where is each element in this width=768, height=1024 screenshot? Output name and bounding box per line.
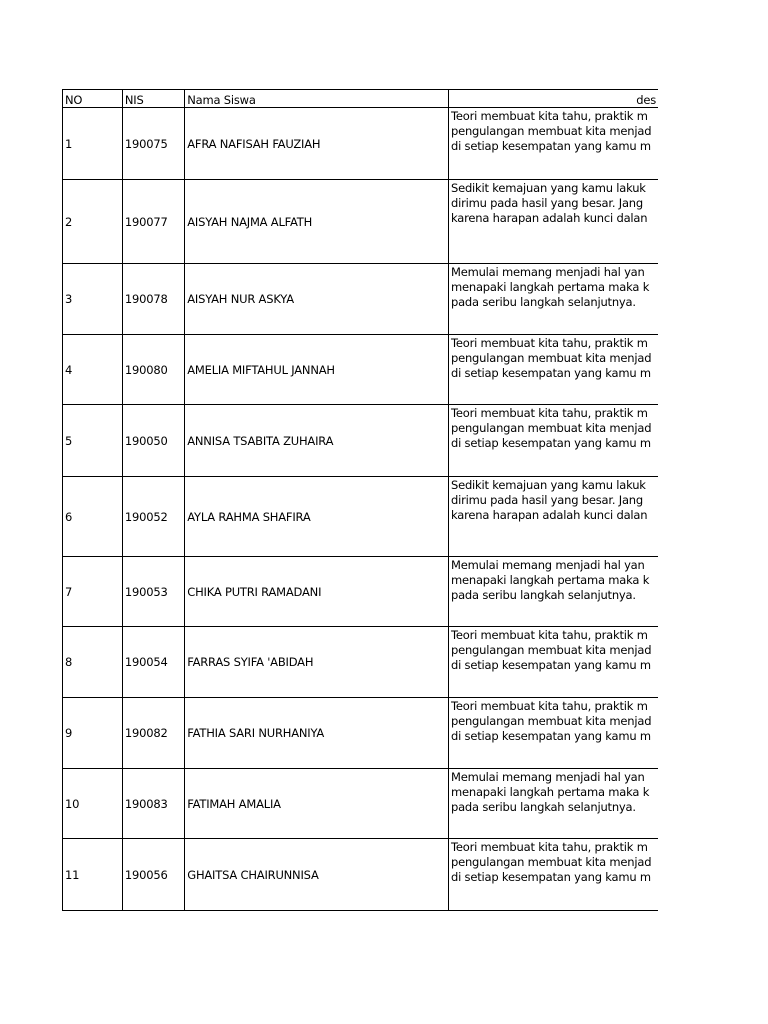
desc-line: pengulangan membuat kita menjad <box>450 124 652 138</box>
desc-line: Teori membuat kita tahu, praktik m <box>450 840 648 854</box>
table-row <box>63 769 659 839</box>
cell-no[interactable]: 1 <box>63 108 123 180</box>
cell-desc[interactable] <box>448 769 658 839</box>
table-row <box>63 108 659 180</box>
header-desc[interactable]: des <box>448 90 658 108</box>
desc-line: karena harapan adalah kunci dalan <box>450 211 648 225</box>
cell-nis[interactable]: 190082 <box>122 698 184 769</box>
desc-line: pada seribu langkah selanjutnya. <box>450 588 636 602</box>
cell-nis[interactable]: 190075 <box>122 108 184 180</box>
cell-nis[interactable]: 190056 <box>122 839 184 911</box>
cell-nis[interactable]: 190078 <box>122 264 184 335</box>
cell-nis[interactable]: 190053 <box>122 557 184 627</box>
table-row <box>63 264 659 335</box>
desc-line: Teori membuat kita tahu, praktik m <box>450 109 648 123</box>
cell-nis[interactable]: 190052 <box>122 477 184 557</box>
desc-line: di setiap kesempatan yang kamu m <box>450 366 651 380</box>
header-row <box>63 90 659 108</box>
desc-line: Sedikit kemajuan yang kamu lakuk <box>450 478 646 492</box>
cell-name[interactable]: AYLA RAHMA SHAFIRA <box>185 477 449 557</box>
cell-name[interactable]: CHIKA PUTRI RAMADANI <box>185 557 449 627</box>
cell-name[interactable]: AFRA NAFISAH FAUZIAH <box>185 108 449 180</box>
desc-line: di setiap kesempatan yang kamu m <box>450 436 651 450</box>
cell-nis[interactable]: 190083 <box>122 769 184 839</box>
desc-line: di setiap kesempatan yang kamu m <box>450 658 651 672</box>
cell-nis[interactable]: 190054 <box>122 627 184 698</box>
cell-no[interactable]: 6 <box>63 477 123 557</box>
cell-desc[interactable] <box>448 180 658 264</box>
desc-line: di setiap kesempatan yang kamu m <box>450 870 651 884</box>
table-row <box>63 335 659 405</box>
table-row <box>63 477 659 557</box>
table-body <box>63 108 659 911</box>
cell-name[interactable]: FARRAS SYIFA 'ABIDAH <box>185 627 449 698</box>
cell-no[interactable]: 3 <box>63 264 123 335</box>
cell-desc[interactable] <box>448 839 658 911</box>
desc-line: Teori membuat kita tahu, praktik m <box>450 628 648 642</box>
desc-line: pengulangan membuat kita menjad <box>450 351 652 365</box>
desc-line: menapaki langkah pertama maka k <box>450 280 650 294</box>
desc-line: Sedikit kemajuan yang kamu lakuk <box>450 181 646 195</box>
desc-line: Memulai memang menjadi hal yan <box>450 265 645 279</box>
cell-desc[interactable] <box>448 477 658 557</box>
desc-line: di setiap kesempatan yang kamu m <box>450 729 651 743</box>
desc-line: dirimu pada hasil yang besar. Jang <box>450 493 643 507</box>
desc-line: Teori membuat kita tahu, praktik m <box>450 406 648 420</box>
desc-line: pengulangan membuat kita menjad <box>450 714 652 728</box>
desc-line: Memulai memang menjadi hal yan <box>450 770 645 784</box>
cell-desc[interactable] <box>448 698 658 769</box>
header-nis[interactable]: NIS <box>122 90 184 108</box>
cell-no[interactable]: 2 <box>63 180 123 264</box>
cell-name[interactable]: AMELIA MIFTAHUL JANNAH <box>185 335 449 405</box>
cell-desc[interactable] <box>448 108 658 180</box>
spreadsheet <box>62 89 658 911</box>
cell-name[interactable]: GHAITSA CHAIRUNNISA <box>185 839 449 911</box>
cell-desc[interactable] <box>448 405 658 477</box>
table-row <box>63 405 659 477</box>
table-row <box>63 180 659 264</box>
cell-desc[interactable] <box>448 335 658 405</box>
table-row <box>63 557 659 627</box>
cell-name[interactable]: FATIMAH AMALIA <box>185 769 449 839</box>
cell-desc[interactable] <box>448 264 658 335</box>
cell-no[interactable]: 10 <box>63 769 123 839</box>
cell-no[interactable]: 11 <box>63 839 123 911</box>
cell-nis[interactable]: 190077 <box>122 180 184 264</box>
desc-line: Teori membuat kita tahu, praktik m <box>450 336 648 350</box>
desc-line: karena harapan adalah kunci dalan <box>450 508 648 522</box>
cell-no[interactable]: 9 <box>63 698 123 769</box>
cell-name[interactable]: AISYAH NUR ASKYA <box>185 264 449 335</box>
desc-line: pengulangan membuat kita menjad <box>450 643 652 657</box>
cell-name[interactable]: ANNISA TSABITA ZUHAIRA <box>185 405 449 477</box>
cell-desc[interactable] <box>448 627 658 698</box>
header-name[interactable]: Nama Siswa <box>185 90 449 108</box>
desc-line: dirimu pada hasil yang besar. Jang <box>450 196 643 210</box>
cell-name[interactable]: AISYAH NAJMA ALFATH <box>185 180 449 264</box>
cell-name[interactable]: FATHIA SARI NURHANIYA <box>185 698 449 769</box>
cell-no[interactable]: 8 <box>63 627 123 698</box>
desc-line: Memulai memang menjadi hal yan <box>450 558 645 572</box>
cell-desc[interactable] <box>448 557 658 627</box>
desc-line: pengulangan membuat kita menjad <box>450 855 652 869</box>
desc-line: pada seribu langkah selanjutnya. <box>450 800 636 814</box>
table-row <box>63 698 659 769</box>
desc-line: di setiap kesempatan yang kamu m <box>450 139 651 153</box>
cell-no[interactable]: 4 <box>63 335 123 405</box>
desc-line: menapaki langkah pertama maka k <box>450 573 650 587</box>
cell-nis[interactable]: 190080 <box>122 335 184 405</box>
desc-line: pengulangan membuat kita menjad <box>450 421 652 435</box>
cell-no[interactable]: 5 <box>63 405 123 477</box>
header-no[interactable]: NO <box>63 90 123 108</box>
desc-line: pada seribu langkah selanjutnya. <box>450 295 636 309</box>
cell-no[interactable]: 7 <box>63 557 123 627</box>
student-table <box>62 89 658 911</box>
table-row <box>63 627 659 698</box>
desc-line: Teori membuat kita tahu, praktik m <box>450 699 648 713</box>
table-row <box>63 839 659 911</box>
desc-line: menapaki langkah pertama maka k <box>450 785 650 799</box>
cell-nis[interactable]: 190050 <box>122 405 184 477</box>
